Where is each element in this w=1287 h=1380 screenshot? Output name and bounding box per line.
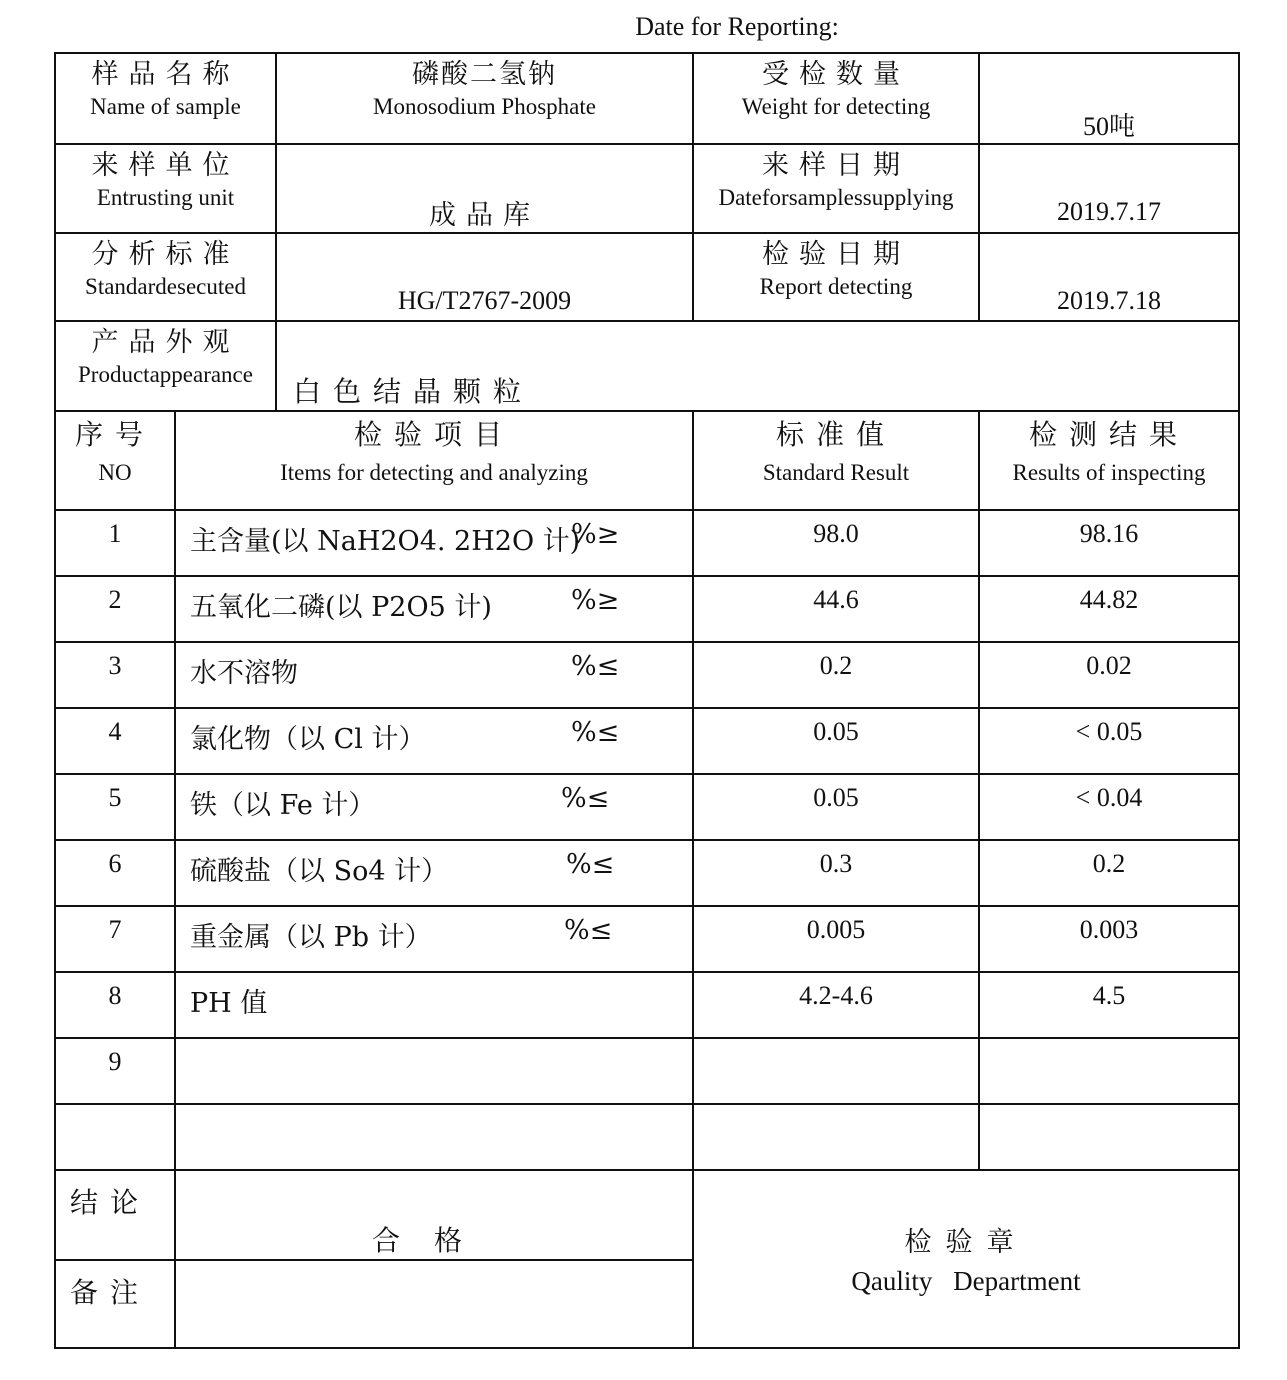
row-result: 0.02 (979, 642, 1239, 708)
row-standard: 0.05 (693, 774, 979, 840)
table-row (55, 642, 1239, 708)
row-no: 8 (55, 972, 175, 1038)
row-item: PH 值 (190, 988, 268, 1019)
detect-date-label-en: Report detecting (759, 274, 913, 299)
row-item-cell (175, 510, 693, 576)
supply-date-label-en: Dateforsamplessupplying (718, 185, 954, 210)
header-standard-cn: 标准值 (775, 418, 896, 451)
weight-label-cn: 受检数量 (762, 59, 910, 90)
row-unit: %≥ (571, 519, 620, 550)
unit-label-cell (55, 144, 276, 233)
row-item-cell (175, 906, 693, 972)
table-row (55, 972, 1239, 1038)
header-standard-cell (693, 411, 979, 510)
row-unit: %≤ (564, 915, 613, 946)
table-row (55, 1104, 1239, 1170)
row-result: 44.82 (979, 576, 1239, 642)
sample-name-label-cn: 样品名称 (91, 59, 240, 90)
unit-label-cn: 来样单位 (91, 150, 240, 181)
row-item: 五氧化二磷(以 P2O5 计) (190, 592, 492, 623)
supply-date-label-cn: 来样日期 (762, 150, 910, 181)
header-result-en: Results of inspecting (1012, 460, 1206, 485)
row-item: 重金属（以 Pb 计） (190, 922, 432, 953)
remark-value (175, 1260, 693, 1348)
conclusion-row (55, 1170, 1239, 1260)
row-no: 3 (55, 642, 175, 708)
row-item: 氯化物（以 Cl 计） (190, 724, 426, 755)
header-result-cell (979, 411, 1239, 510)
row-unit: %≤ (571, 651, 620, 682)
row-result: < 0.04 (979, 774, 1239, 840)
row-no: 2 (55, 576, 175, 642)
row-standard: 4.2-4.6 (693, 972, 979, 1038)
row-no: 1 (55, 510, 175, 576)
table-row (55, 840, 1239, 906)
row-result: 4.5 (979, 972, 1239, 1038)
row-no: 5 (55, 774, 175, 840)
detect-date-value: 2019.7.18 (979, 233, 1239, 321)
info-row-standard (55, 233, 1239, 321)
header-no-cell (55, 411, 175, 510)
unit-value: 成品库 (429, 200, 540, 231)
row-unit: %≥ (571, 585, 620, 616)
sample-name-label-en: Name of sample (90, 94, 241, 119)
appearance-label-cn: 产品外观 (91, 327, 240, 358)
row-standard (693, 1038, 979, 1104)
row-item-cell (175, 1038, 693, 1104)
row-result: 98.16 (979, 510, 1239, 576)
row-result (979, 1038, 1239, 1104)
row-no: 9 (55, 1038, 175, 1104)
info-row-sample (55, 53, 1239, 144)
seal-label-en: Qaulity Department (851, 1266, 1081, 1296)
sample-name-value-cell (276, 53, 693, 144)
row-standard (693, 1104, 979, 1170)
row-item-cell (175, 840, 693, 906)
remark-label: 备注 (55, 1260, 175, 1348)
row-result (979, 1104, 1239, 1170)
appearance-label-cell (55, 321, 276, 411)
sample-name-value-en: Monosodium Phosphate (373, 94, 596, 119)
row-standard: 44.6 (693, 576, 979, 642)
standard-label-en: Standardesecuted (85, 274, 246, 299)
header-no-cn: 序号 (74, 418, 155, 451)
conclusion-label: 结论 (55, 1170, 175, 1260)
table-row (55, 774, 1239, 840)
row-standard: 98.0 (693, 510, 979, 576)
row-item-cell (175, 972, 693, 1038)
row-standard: 0.3 (693, 840, 979, 906)
info-row-appearance (55, 321, 1239, 411)
row-standard: 0.05 (693, 708, 979, 774)
standard-label-cn: 分析标准 (91, 239, 240, 270)
row-item-cell (175, 708, 693, 774)
sample-name-value-cn: 磷酸二氢钠 (412, 59, 557, 90)
row-item-cell (175, 576, 693, 642)
supply-date-label-cell (693, 144, 979, 233)
unit-value-cell (276, 144, 693, 233)
row-item-cell (175, 1104, 693, 1170)
weight-label-en: Weight for detecting (741, 94, 931, 119)
detect-date-label-cell (693, 233, 979, 321)
row-standard: 0.005 (693, 906, 979, 972)
row-unit: %≤ (561, 783, 610, 814)
row-result: 0.2 (979, 840, 1239, 906)
quality-seal-cell (693, 1170, 1239, 1348)
info-row-unit (55, 144, 1239, 233)
row-unit: %≤ (571, 717, 620, 748)
sample-name-label-cell (55, 53, 276, 144)
row-item-cell (175, 774, 693, 840)
row-item: 硫酸盐（以 So4 计） (190, 856, 449, 887)
row-result: < 0.05 (979, 708, 1239, 774)
row-standard: 0.2 (693, 642, 979, 708)
table-row (55, 708, 1239, 774)
row-no: 7 (55, 906, 175, 972)
row-item: 水不溶物 (190, 658, 298, 689)
table-row (55, 906, 1239, 972)
appearance-label-en: Productappearance (78, 362, 253, 387)
seal-label-cn: 检验章 (904, 1227, 1028, 1258)
table-row (55, 576, 1239, 642)
header-item-en: Items for detecting and analyzing (280, 460, 588, 485)
row-item: 主含量(以 NaH2O4. 2H2O 计) (190, 526, 581, 557)
row-item-cell (175, 642, 693, 708)
row-no (55, 1104, 175, 1170)
supply-date-value: 2019.7.17 (979, 144, 1239, 233)
header-result-cn: 检测结果 (1028, 418, 1189, 451)
inspection-report-table (54, 52, 1240, 1349)
row-no: 4 (55, 708, 175, 774)
header-no-en: NO (98, 460, 132, 485)
row-no: 6 (55, 840, 175, 906)
header-item-cn: 检验项目 (353, 418, 514, 451)
conclusion-value: 合格 (175, 1170, 693, 1260)
detect-date-label-cn: 检验日期 (762, 239, 910, 270)
weight-value: 50吨 (979, 53, 1239, 144)
report-date-label: Date for Reporting: (635, 12, 839, 41)
row-result: 0.003 (979, 906, 1239, 972)
row-unit: %≤ (566, 849, 615, 880)
items-header-row (55, 411, 1239, 510)
row-item: 铁（以 Fe 计） (190, 790, 376, 821)
unit-label-en: Entrusting unit (96, 185, 235, 210)
appearance-value: 白色结晶颗粒 (276, 321, 1239, 411)
standard-label-cell (55, 233, 276, 321)
weight-label-cell (693, 53, 979, 144)
header-item-cell (175, 411, 693, 510)
table-row (55, 1038, 1239, 1104)
table-row (55, 510, 1239, 576)
header-standard-en: Standard Result (762, 460, 910, 485)
standard-value: HG/T2767-2009 (276, 233, 693, 321)
